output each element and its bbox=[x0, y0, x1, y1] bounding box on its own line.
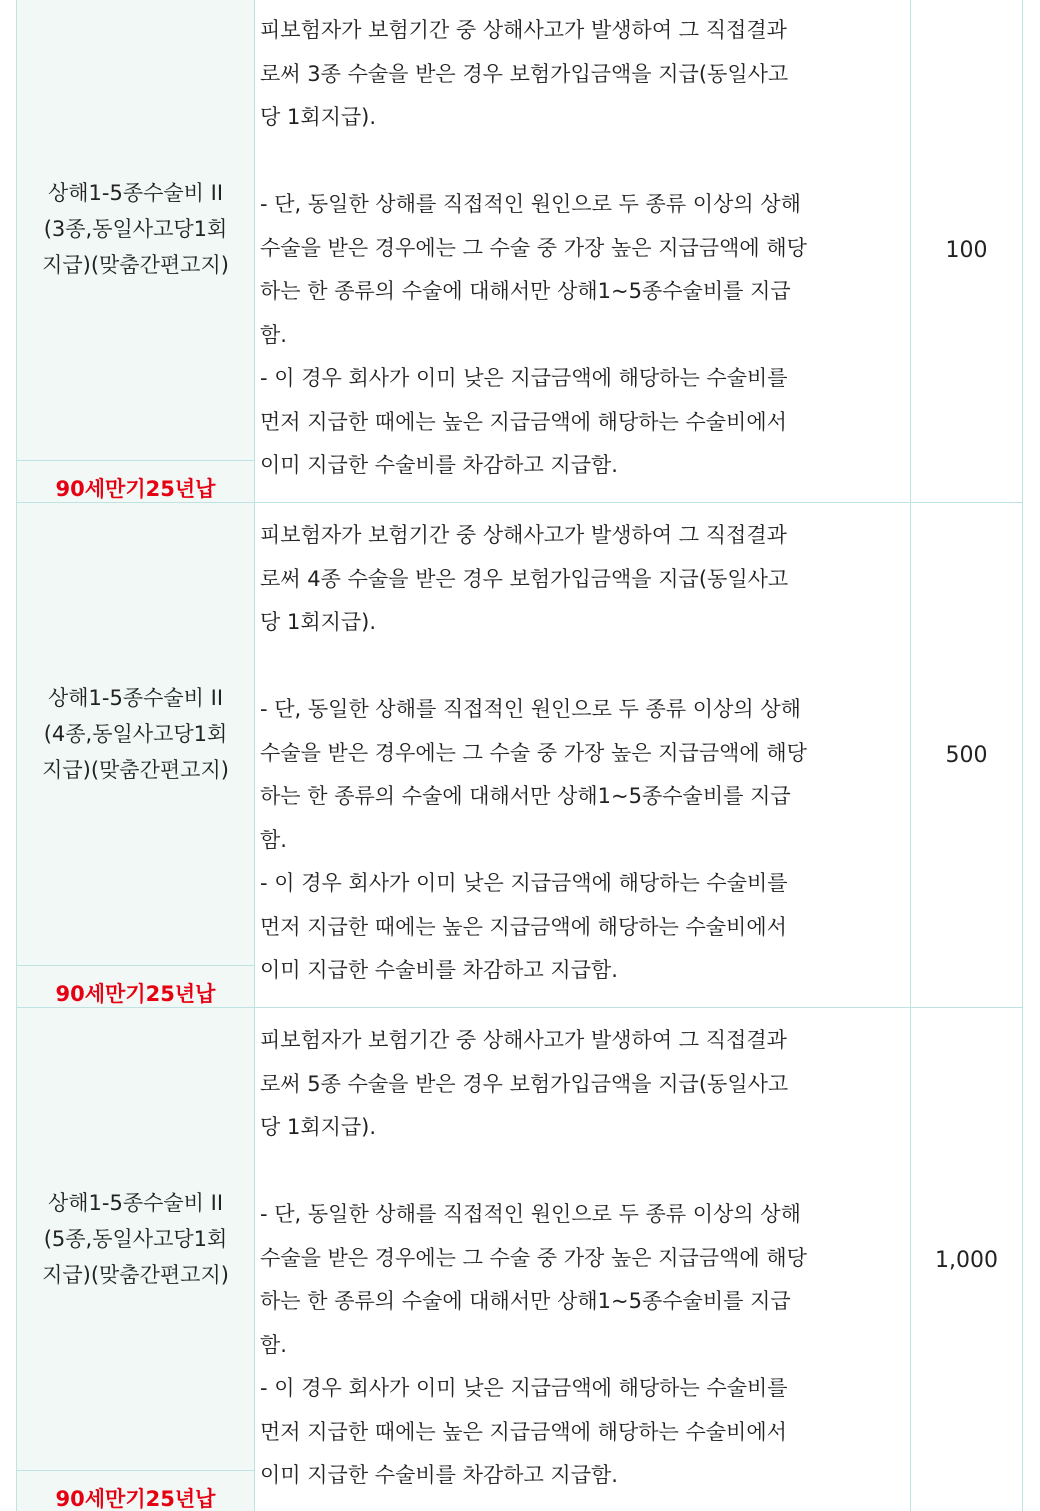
description-line: 피보험자가 보험기간 중 상해사고가 발생하여 그 직접결과 bbox=[260, 1028, 787, 1052]
coverage-row-3 bbox=[0, 0, 1040, 503]
description-line: 하는 한 종류의 수술에 대해서만 상해1~5종수술비를 지급 bbox=[260, 784, 791, 808]
coverage-name bbox=[17, 1008, 254, 1470]
description-line: 이미 지급한 수술비를 차감하고 지급함. bbox=[260, 958, 618, 982]
payment-term-band bbox=[17, 965, 254, 1007]
description-line: 먼저 지급한 때에는 높은 지급금액에 해당하는 수술비에서 bbox=[260, 914, 787, 939]
coverage-name-line: (5종,동일사고당1회 bbox=[43, 1227, 228, 1251]
description-line: 먼저 지급한 때에는 높은 지급금액에 해당하는 수술비에서 bbox=[260, 1419, 787, 1444]
description-line bbox=[260, 1150, 911, 1194]
coverage-name-line: 상해1-5종수술비 II bbox=[47, 686, 224, 710]
description-line: 로써 5종 수술을 받은 경우 보험가입금액을 지급(동일사고 bbox=[260, 1071, 789, 1096]
coverage-amount-cell bbox=[910, 0, 1023, 503]
description-line: 함. bbox=[260, 322, 287, 347]
payment-term: 90세만기25년납 bbox=[55, 1486, 216, 1511]
description-line: - 단, 동일한 상해를 직접적인 원인으로 두 종류 이상의 상해 bbox=[260, 697, 801, 721]
description-line: 이미 지급한 수술비를 차감하고 지급함. bbox=[260, 453, 618, 477]
coverage-name bbox=[17, 503, 254, 965]
coverage-amount: 500 bbox=[945, 742, 988, 768]
description-line: - 단, 동일한 상해를 직접적인 원인으로 두 종류 이상의 상해 bbox=[260, 1202, 801, 1226]
coverage-row-4 bbox=[0, 503, 1040, 1008]
coverage-name-line: 상해1-5종수술비 II bbox=[47, 1191, 224, 1215]
coverage-name-line: 상해1-5종수술비 II bbox=[47, 181, 224, 205]
description-line: 피보험자가 보험기간 중 상해사고가 발생하여 그 직접결과 bbox=[260, 523, 787, 547]
description-line bbox=[260, 140, 911, 184]
description-line: 로써 4종 수술을 받은 경우 보험가입금액을 지급(동일사고 bbox=[260, 566, 789, 591]
coverage-name bbox=[17, 0, 254, 460]
description-line bbox=[260, 645, 911, 689]
description-line: - 이 경우 회사가 이미 낮은 지급금액에 해당하는 수술비를 bbox=[260, 1376, 788, 1400]
coverage-description-cell bbox=[255, 503, 911, 1008]
coverage-name-line: 지급)(맞춤간편고지) bbox=[42, 758, 229, 782]
description-line: 수술을 받은 경우에는 그 수술 중 가장 높은 지급금액에 해당 bbox=[260, 1245, 807, 1270]
description-line: 함. bbox=[260, 1332, 287, 1357]
description-line: 로써 3종 수술을 받은 경우 보험가입금액을 지급(동일사고 bbox=[260, 61, 789, 86]
coverage-row-5 bbox=[0, 1008, 1040, 1511]
description-line: 함. bbox=[260, 827, 287, 852]
coverage-description-cell bbox=[255, 0, 911, 503]
description-line: - 단, 동일한 상해를 직접적인 원인으로 두 종류 이상의 상해 bbox=[260, 192, 801, 216]
coverage-name-cell bbox=[16, 1008, 255, 1511]
coverage-name-cell bbox=[16, 0, 255, 503]
description-line: 피보험자가 보험기간 중 상해사고가 발생하여 그 직접결과 bbox=[260, 18, 787, 42]
description-line: 수술을 받은 경우에는 그 수술 중 가장 높은 지급금액에 해당 bbox=[260, 235, 807, 260]
payment-term: 90세만기25년납 bbox=[55, 476, 216, 501]
description-line: 하는 한 종류의 수술에 대해서만 상해1~5종수술비를 지급 bbox=[260, 279, 791, 303]
description-line: - 이 경우 회사가 이미 낮은 지급금액에 해당하는 수술비를 bbox=[260, 366, 788, 390]
payment-term: 90세만기25년납 bbox=[55, 981, 216, 1006]
description-line: 수술을 받은 경우에는 그 수술 중 가장 높은 지급금액에 해당 bbox=[260, 740, 807, 765]
description-line: 하는 한 종류의 수술에 대해서만 상해1~5종수술비를 지급 bbox=[260, 1289, 791, 1313]
description-line: 당 1회지급). bbox=[260, 105, 377, 129]
coverage-name-cell bbox=[16, 503, 255, 1008]
description-line: 먼저 지급한 때에는 높은 지급금액에 해당하는 수술비에서 bbox=[260, 409, 787, 434]
description-line: 이미 지급한 수술비를 차감하고 지급함. bbox=[260, 1463, 618, 1487]
payment-term-band bbox=[17, 460, 254, 502]
coverage-amount: 100 bbox=[945, 237, 988, 263]
coverage-name-line: (4종,동일사고당1회 bbox=[43, 722, 228, 746]
description-line: 당 1회지급). bbox=[260, 1115, 377, 1139]
payment-term-band bbox=[17, 1470, 254, 1511]
coverage-amount-cell bbox=[910, 503, 1023, 1008]
coverage-amount-cell bbox=[910, 1008, 1023, 1511]
description-line: 당 1회지급). bbox=[260, 610, 377, 634]
coverage-name-line: 지급)(맞춤간편고지) bbox=[42, 253, 229, 277]
coverage-name-line: 지급)(맞춤간편고지) bbox=[42, 1263, 229, 1287]
coverage-description-cell bbox=[255, 1008, 911, 1511]
coverage-name-line: (3종,동일사고당1회 bbox=[43, 217, 228, 241]
coverage-amount: 1,000 bbox=[935, 1247, 998, 1273]
description-line: - 이 경우 회사가 이미 낮은 지급금액에 해당하는 수술비를 bbox=[260, 871, 788, 895]
